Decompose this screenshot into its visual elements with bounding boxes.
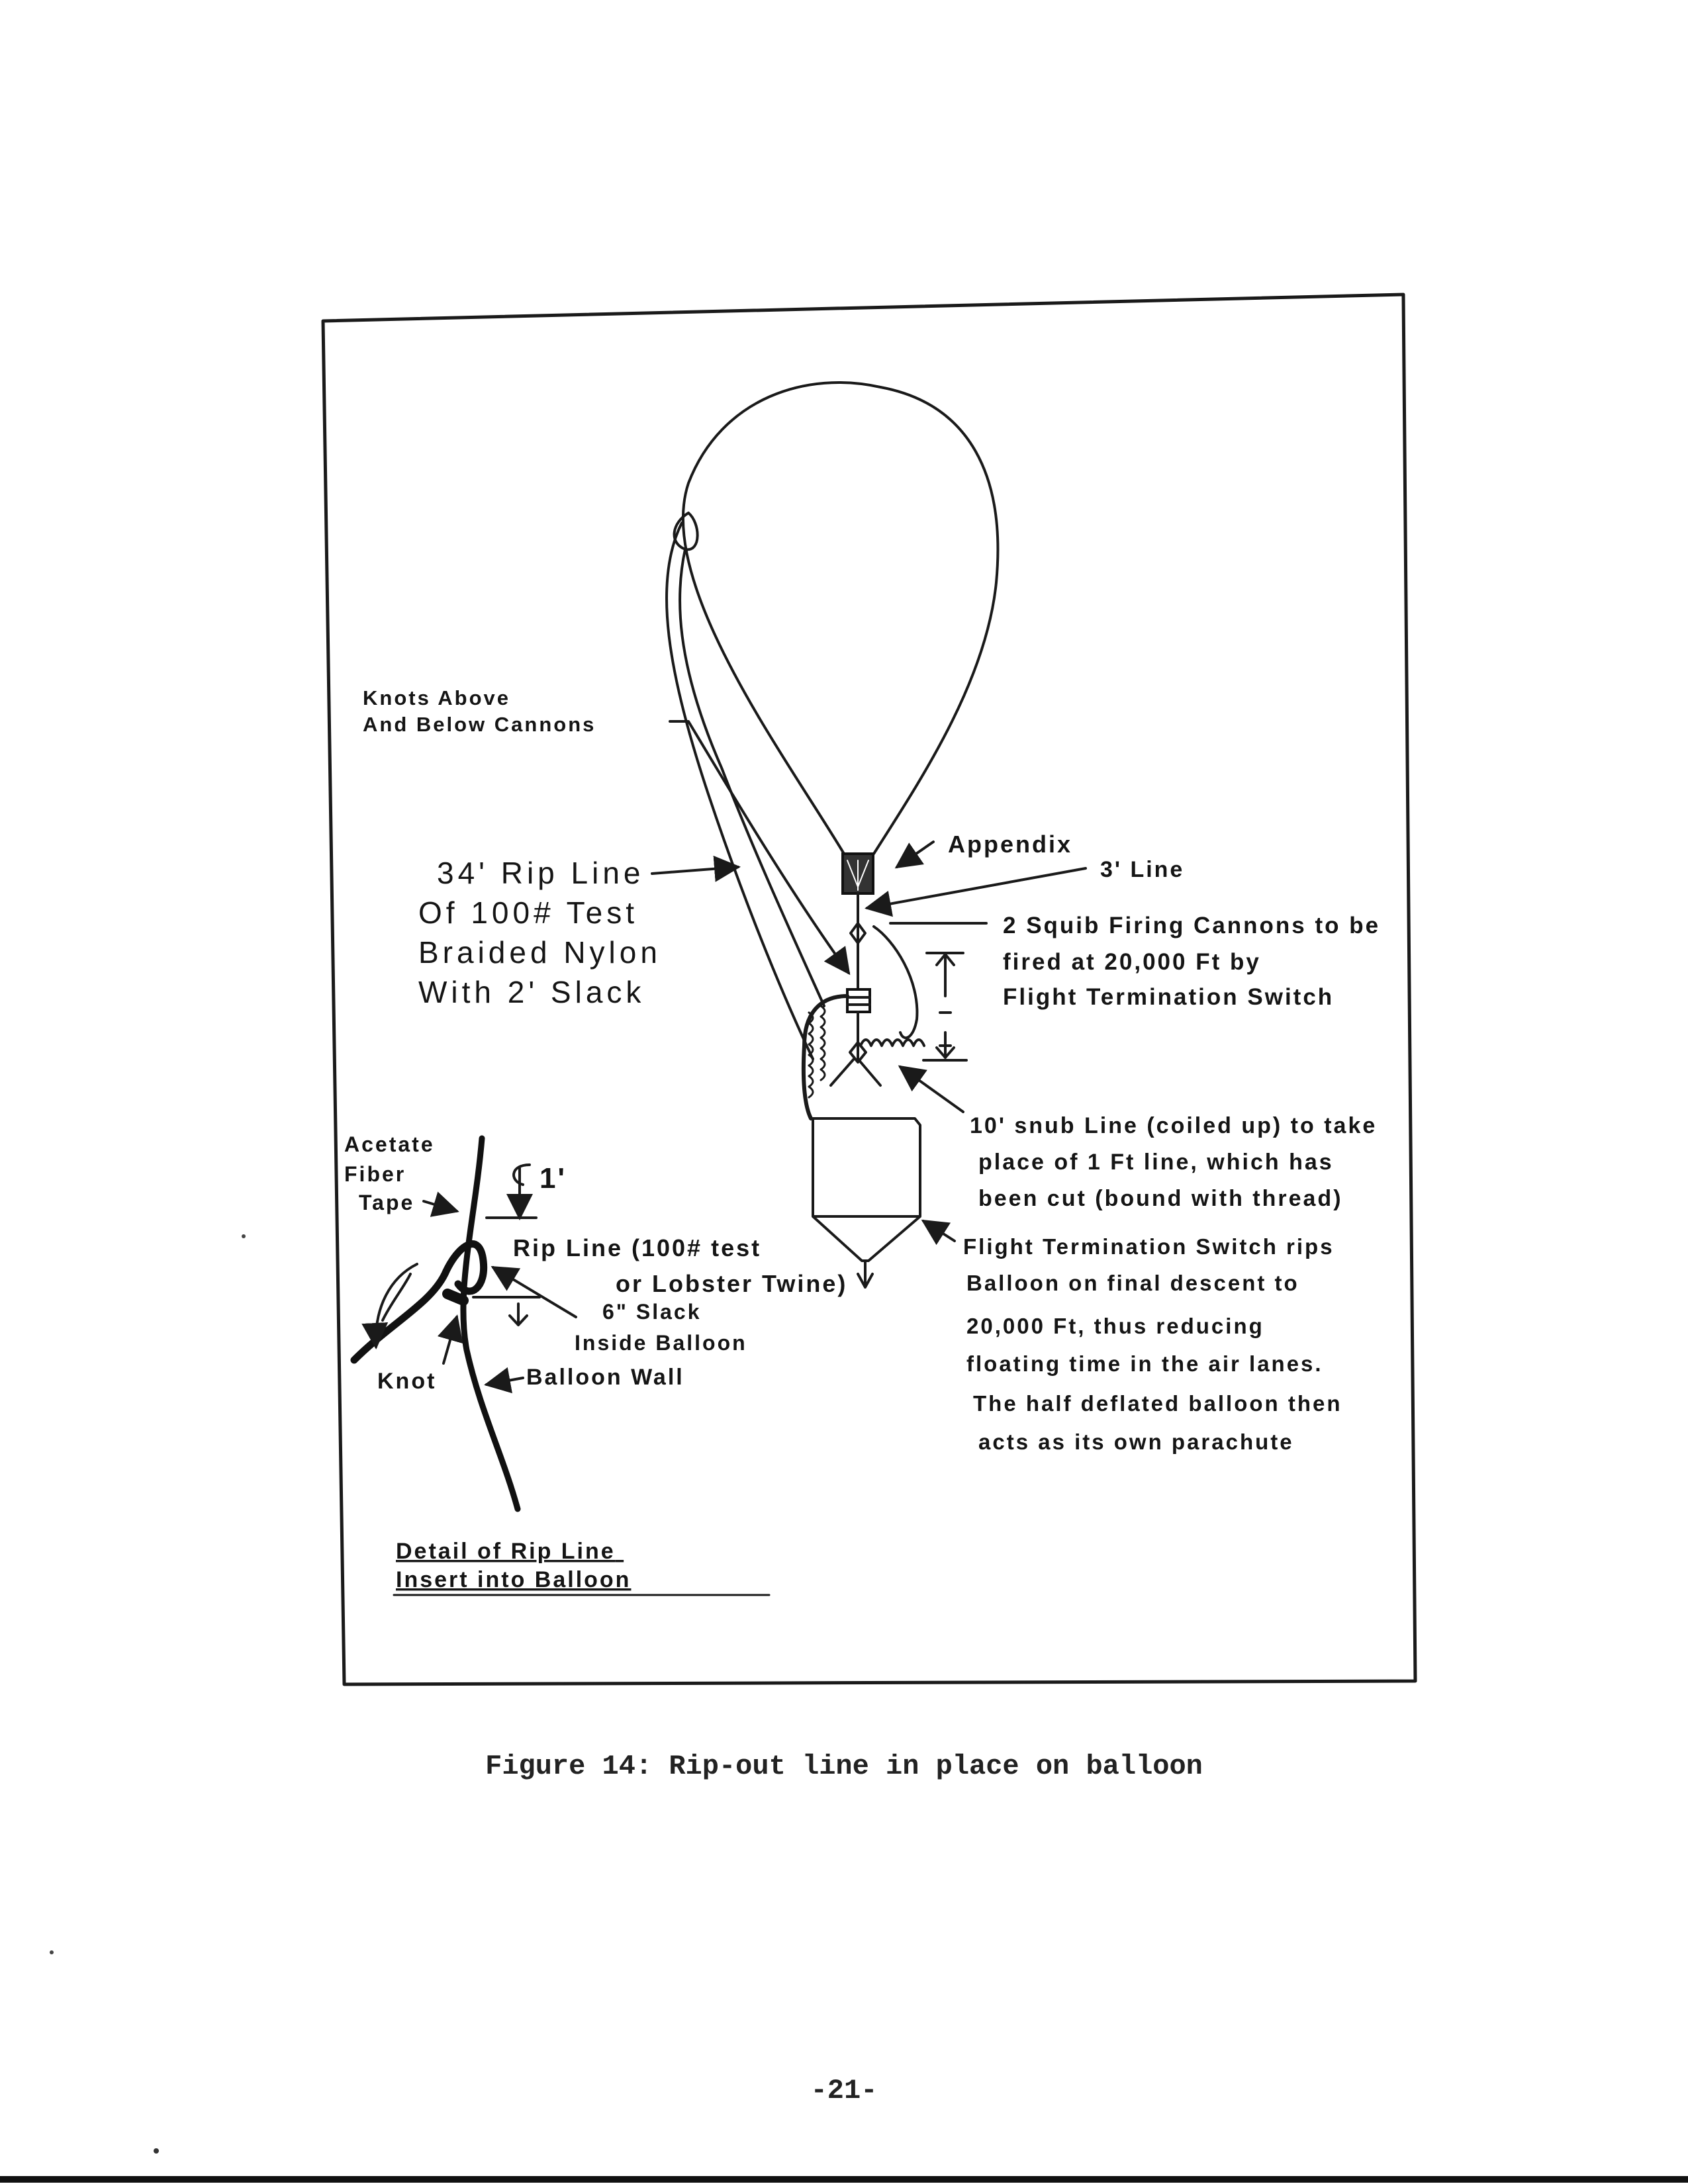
balloon-wall-leader <box>487 1378 523 1385</box>
payload-package <box>813 1118 920 1261</box>
termination-label: Flight Termination Switch rips Balloon on final descent to 20,000 Ft, thus reducing floating time in the air lanes. The half deflated balloon then acts as its own parachute <box>963 1234 1342 1454</box>
detail-title: Detail of Rip Line Insert into Balloon <box>396 1539 632 1592</box>
snub-line-leader <box>900 1067 963 1112</box>
termination-leader <box>923 1221 955 1241</box>
squib-cannons <box>847 989 870 1012</box>
appendix-label: Appendix <box>948 831 1073 858</box>
appendix-leader <box>897 842 933 867</box>
six-inch-slack-label: 6" Slack Inside Balloon <box>575 1300 747 1355</box>
dimension-three-ft <box>890 923 986 1060</box>
knot-leader <box>444 1317 457 1363</box>
six-inch-slack-dimension <box>473 1297 539 1325</box>
balloon-envelope <box>683 383 998 854</box>
rip-line-leader <box>652 867 738 874</box>
page-number: -21- <box>810 2075 878 2107</box>
knots-label: Knots Above And Below Cannons <box>363 686 596 736</box>
one-ft-label: 1' <box>539 1162 567 1195</box>
scan-speck <box>242 1234 246 1238</box>
cannons-label: 2 Squib Firing Cannons to be fired at 20,000 Ft by Flight Termination Switch <box>1003 913 1381 1010</box>
balloon-wall-label: Balloon Wall <box>526 1365 684 1390</box>
balloon-wall-detail <box>463 1138 518 1509</box>
flight-termination-switch <box>858 1261 872 1287</box>
snub-line-label: 10' snub Line (coiled up) to take place of 1 Ft line, which has been cut (bound with thread) <box>970 1113 1378 1211</box>
rip-line-label: 34' Rip Line Of 100# Test Braided Nylon With 2' Slack <box>418 856 661 1009</box>
one-ft-hook <box>514 1165 530 1185</box>
three-ft-line-leader <box>867 868 1086 908</box>
acetate-tape-leader <box>424 1201 457 1211</box>
scan-speck <box>50 1950 54 1954</box>
rip-line-outer <box>667 523 813 1059</box>
knot-label: Knot <box>377 1369 437 1394</box>
coiled-snub-line <box>861 1040 924 1046</box>
rip-line-detail-label: Rip Line (100# test or Lobster Twine) <box>513 1234 848 1297</box>
acetate-label: Acetate Fiber Tape <box>344 1132 435 1214</box>
detail-knot <box>447 1294 463 1300</box>
packed-parachute-folds <box>809 1006 825 1097</box>
three-ft-line-label: 3' Line <box>1100 857 1185 882</box>
rip-line-detail-leader <box>493 1267 576 1317</box>
cannon-wire <box>874 927 917 1038</box>
scan-border <box>0 2176 1688 2183</box>
scan-speck <box>154 2148 159 2154</box>
figure-caption: Figure 14: Rip-out line in place on balloon <box>485 1751 1203 1782</box>
rip-line <box>680 549 824 1006</box>
